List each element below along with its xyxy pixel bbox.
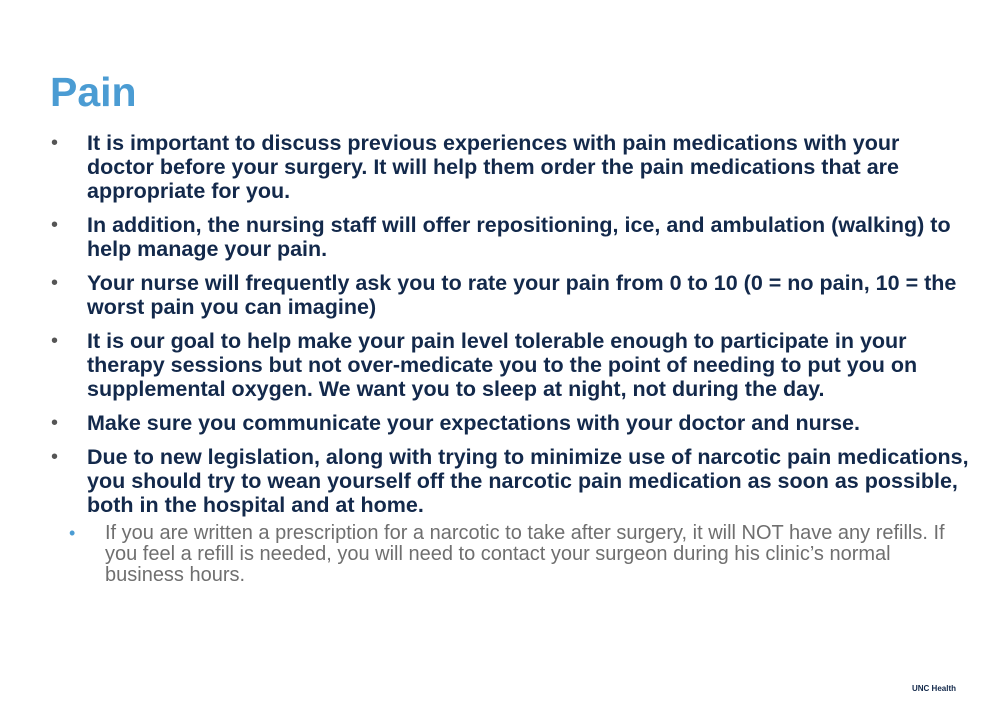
sub-bullet-item-1 xyxy=(69,523,970,586)
bullet-text: Your nurse will frequently ask you to rate your pain from 0 to 10 (0 = no pain, 10 = the worst pain you can imagine) xyxy=(87,271,957,319)
bullet-icon: • xyxy=(51,132,59,154)
bullet-item-2 xyxy=(50,213,970,261)
bullet-item-1 xyxy=(50,131,970,203)
bullet-list xyxy=(50,131,970,586)
bullet-text: It is our goal to help make your pain level tolerable enough to participate in your therapy sessions but not over-medicate you to the point of needing to put you on supplemental oxygen. We want you to sleep at night, not during the day. xyxy=(87,329,918,401)
bullet-icon: • xyxy=(51,446,59,468)
bullet-icon: • xyxy=(51,214,59,236)
bullet-text: It is important to discuss previous experiences with pain medications with your doctor before your surgery. It will help them order the pain medications that are appropriate for you. xyxy=(87,131,900,203)
bullet-icon: • xyxy=(51,272,59,294)
bullet-text: In addition, the nursing staff will offer repositioning, ice, and ambulation (walking) to help manage your pain. xyxy=(87,213,951,261)
bullet-item-6 xyxy=(50,445,970,517)
slide-title: Pain xyxy=(50,69,137,115)
footer-logo: UNC Health xyxy=(912,684,957,693)
sub-bullet-icon: • xyxy=(69,523,76,543)
bullet-icon: • xyxy=(51,330,59,352)
bullet-item-4 xyxy=(50,329,970,401)
bullet-item-5 xyxy=(50,411,970,435)
bullet-text: Make sure you communicate your expectations with your doctor and nurse. xyxy=(87,411,860,435)
bullet-text: Due to new legislation, along with trying to minimize use of narcotic pain medications, you should try to wean yourself off the narcotic pain medication as soon as possible, both in the hospital and at home. xyxy=(87,445,969,517)
bullet-item-3 xyxy=(50,271,970,319)
sub-bullet-text: If you are written a prescription for a narcotic to take after surgery, it will NOT have any refills. If you feel a refill is needed, you will need to contact your surgeon during his clinic’s normal business hours. xyxy=(105,522,945,586)
bullet-icon: • xyxy=(51,412,59,434)
